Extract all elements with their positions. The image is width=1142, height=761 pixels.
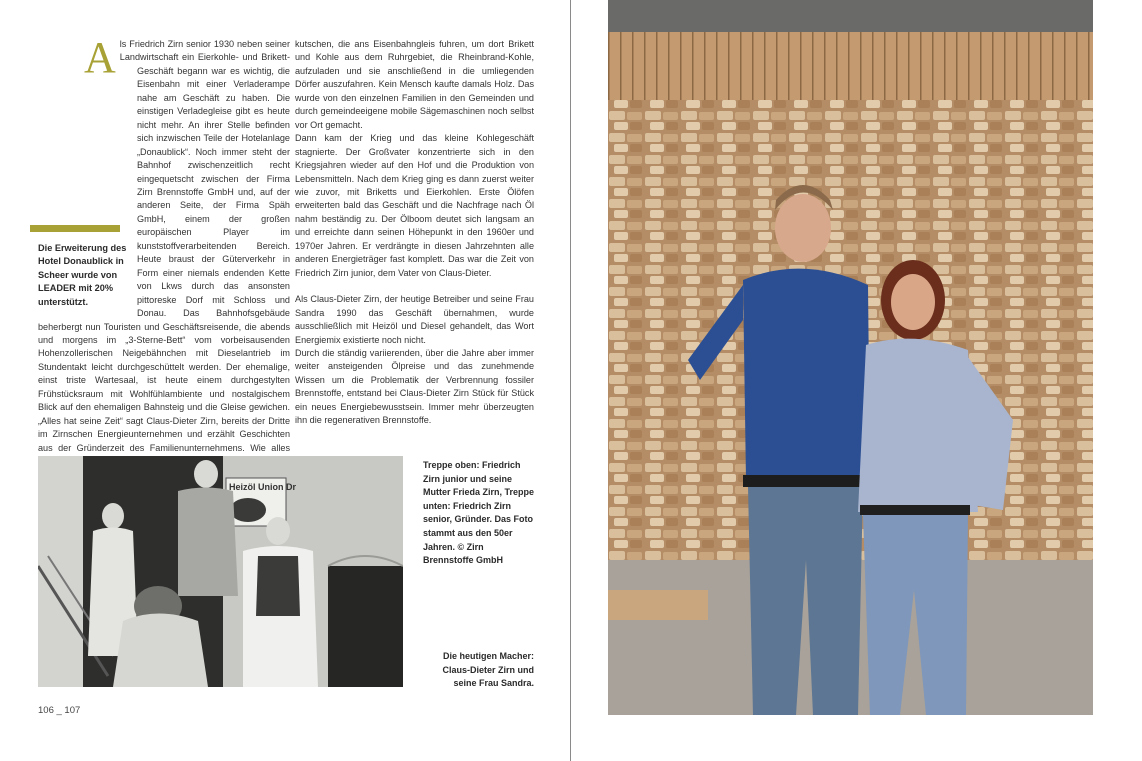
article-paragraph: Als Claus-Dieter Zirn, der heutige Betreiber und seine Frau Sandra 1990 das Geschäft übernahmen, wurde ausschließlich mit Heizöl und Diesel gehandelt, das Wort Energiemix existierte noch nicht. (295, 294, 534, 345)
sidebar-caption: Die Erweiterung des Hotel Donaublick in Scheer wurde von LEADER mit 20% unterstützt. (38, 243, 127, 307)
article-column-2 (295, 38, 534, 428)
left-page (0, 0, 570, 761)
accent-bar (30, 225, 120, 232)
portrait-photo (608, 0, 1093, 715)
page-numbers: 106 _ 107 (38, 705, 81, 716)
sign-text: Heizöl Union Dr (229, 482, 296, 492)
article-paragraph: ls Friedrich Zirn senior 1930 neben seiner Landwirtschaft ein Eierkohle- und Brikett-Geschäft begann war es wichtig, die Eisenbahn mit einer Verladerampe nahe am Geschäft zu haben. Die einstigen Verladegleise gibt es heute nicht mehr. An ihrer Stelle befinden sich inzwischen Teile der Hotelanlage „Donaublick“. Noch immer steht der Bahnhof zwischenzeitlich recht eingequetscht zwischen der Firma Zirn Brennstoffe GmbH und, auf der anderen Seite, der Firma Späh GmbH, einem der großen europäischen Player im kunststoffverarbeitenden Bereich. Heute braust der Güterverkehr in Form einer niemals endenden Kette von Lkws durch das ansonsten pittoreske Dorf mit Schloss und Donau. Das Bahnhofsgebäude beherbergt nun Touristen und Geschäftsreisende, die abends und morgens im „3-Sterne-Bett“ vom vorbeisausenden Hohenzollerischen Neigebähnchen mit Dieselantrieb im Stundentakt leicht durchgeschüttelt werden. Der ehemalige, einst triste Wartesaal, ist heute einem durchgestylten Frühstücksraum mit Wohlfühlambiente und nostalgischem Blick auf den ehemaligen Bahnsteig und die Gleise gewichen. „Alles hat seine Zeit“ sagt Claus-Dieter Zirn, bereits der Dritte im Zirnschen Energieunternehmen und erzählt Geschichten aus der Gründerzeit des Familienunternehmens. Wie alles (38, 39, 290, 453)
historic-family-photo (38, 456, 403, 687)
article-paragraph: Dann kam der Krieg und das kleine Kohlegeschäft stagnierte. Der Großvater konzentrierte sich in den Kriegsjahren wieder auf den Hof und die Produktion von Lebensmitteln. Nach dem Krieg ging es dann zuerst weiter wie zuvor, mit Briketts und Eierkohlen. Erste Ölöfen erweiterten bald das Geschäft und die Nachfrage nach Öl nahm beständig zu. Der Ölboom deutet sich langsam an und erreichte dann seinen Höhepunkt in den 1960er und 1970er Jahren. Er verdrängte in diesen Jahrzehnten alle anderen Energieträger fast komplett. Das war die Zeit von Friedrich Zirn junior, dem Vater von Claus-Dieter. (295, 133, 534, 278)
historic-photo-caption: Treppe oben: Friedrich Zirn junior und seine Mutter Frieda Zirn, Treppe unten: Friedrich Zirn senior, Gründer. Das Foto stammt aus den 50er Jahren. © Zirn Brennstoffe GmbH (423, 460, 535, 566)
heizoel-sign (226, 478, 296, 526)
article-paragraph: Durch die ständig variierenden, über die Jahre aber immer weiter ansteigenden Ölpreise und das zunehmende Wissen um die Problematik der Verbrennung fossiler Brennstoffe, entstand bei Claus-Dieter Zirn Stück für Stück ein neues Energiebewusstsein. Immer mehr überzeugten ihn die regenerativen Brennstoffe. (295, 347, 534, 426)
article-paragraph: kutschen, die ans Eisenbahngleis fuhren, um dort Brikett und Kohle aus dem Ruhrgebiet, die Rheinbrand-Kohle, aufzuladen und sie anschließend in die umliegenden Dörfer auszufahren. Kein Mensch kaufte damals Holz. Das wurde von den einzelnen Familien in den Gemeinden und durch gemeindeeigene mobile Sägemaschinen noch selbst vor Ort gemacht. (295, 39, 534, 130)
portrait-photo-caption: Die heutigen Macher: Claus-Dieter Zirn und seine Frau Sandra. (442, 651, 534, 689)
drop-cap: A (84, 33, 116, 82)
page-gutter (570, 0, 571, 761)
